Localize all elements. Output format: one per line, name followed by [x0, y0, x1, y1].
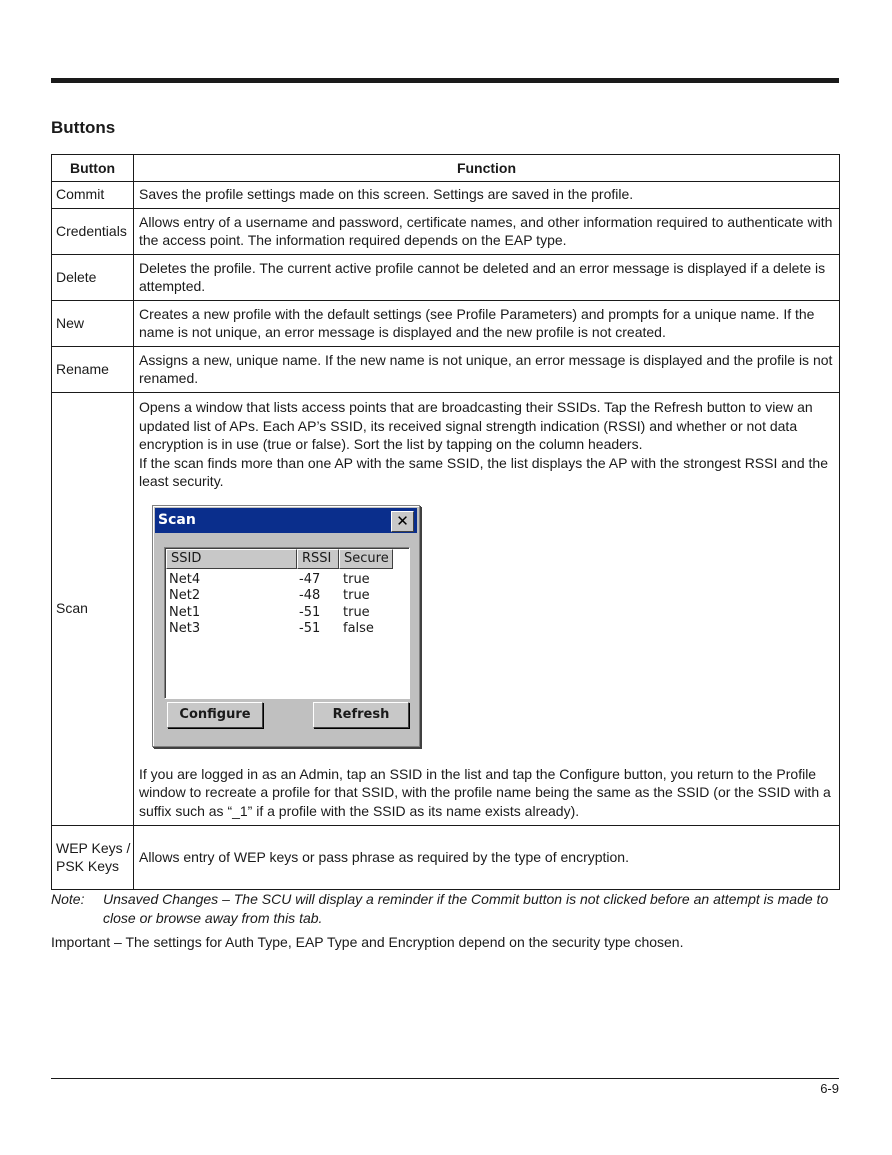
column-header-rssi[interactable]: RSSI — [297, 549, 339, 569]
note-text: Unsaved Changes – The SCU will display a reminder if the Commit button is not clicked before an attempt is made to — [103, 891, 829, 907]
button-name-cell: Delete — [52, 255, 134, 301]
scan-duplicate-note: If the scan finds more than one AP with the same SSID, the list displays the AP with the strongest RSSI and the least security. — [139, 454, 828, 489]
button-name-cell: Commit — [52, 182, 134, 209]
column-header-function: Function — [134, 155, 840, 182]
table-row — [52, 255, 840, 301]
table-row — [52, 347, 840, 393]
section-title: Buttons — [51, 118, 116, 137]
rssi-value: -51 — [299, 604, 321, 620]
button-name-cell: Scan — [52, 393, 134, 826]
ssid-list[interactable] — [164, 547, 410, 699]
note-label: Note: — [51, 891, 85, 907]
list-item[interactable] — [169, 572, 405, 589]
list-item[interactable] — [169, 621, 405, 638]
button-name-cell: New — [52, 301, 134, 347]
table-row — [52, 301, 840, 347]
buttons-table — [51, 154, 840, 890]
list-item[interactable] — [169, 605, 405, 622]
function-cell: Saves the profile settings made on this screen. Settings are saved in the profile. — [134, 182, 840, 209]
ssid-value: Net4 — [169, 571, 201, 587]
table-header-row — [52, 155, 840, 182]
ssid-value: Net1 — [169, 604, 201, 620]
dialog-title: Scan — [158, 511, 196, 528]
function-cell: Creates a new profile with the default settings (see Profile Parameters) and prompts for a unique name. If the name is not unique, an error message is displayed and the new profile is not created. — [134, 301, 840, 347]
function-cell: Deletes the profile. The current active profile cannot be deleted and an error message is displayed if a delete is attempted. — [134, 255, 840, 301]
button-name-cell: WEP Keys / PSK Keys — [52, 826, 134, 890]
note — [51, 890, 841, 928]
refresh-button[interactable]: Refresh — [313, 702, 409, 728]
ssid-value: Net2 — [169, 588, 201, 603]
function-cell: Allows entry of a username and password, certificate names, and other information required to authenticate with the access point. The information required depends on the EAP type. — [134, 209, 840, 255]
secure-value: true — [343, 571, 370, 587]
button-name-cell: Rename — [52, 347, 134, 393]
rssi-value: -51 — [299, 621, 321, 636]
table-row — [52, 393, 840, 826]
secure-value: false — [343, 621, 374, 636]
function-cell: Allows entry of WEP keys or pass phrase as required by the type of encryption. — [134, 826, 840, 890]
secure-value: true — [343, 588, 370, 603]
footer-rule — [51, 1078, 839, 1079]
column-header-button: Button — [52, 155, 134, 182]
list-rows — [169, 572, 405, 638]
close-icon[interactable]: ✕ — [391, 511, 414, 532]
scan-dialog-screenshot — [152, 505, 420, 747]
rssi-value: -47 — [299, 571, 321, 587]
header-rule — [51, 78, 839, 83]
note-text-continued: close or browse away from this tab. — [103, 910, 323, 926]
column-header-ssid[interactable]: SSID — [166, 549, 297, 569]
secure-value: true — [343, 604, 370, 620]
page-number: 6-9 — [820, 1081, 839, 1096]
function-cell: Assigns a new, unique name. If the new name is not unique, an error message is displayed and the profile is not renamed. — [134, 347, 840, 393]
scan-admin-note: If you are logged in as an Admin, tap an SSID in the list and tap the Configure button, you return to the Profile window to recreate a profile for that SSID, with the profile name being the same as the SSID (or the SSID with a suffix such as “_1” if a profile with the SSID as its name exists already). — [139, 765, 831, 819]
ssid-value: Net3 — [169, 621, 201, 636]
configure-button[interactable]: Configure — [167, 702, 263, 728]
table-row — [52, 826, 840, 890]
dialog-title-bar — [155, 508, 417, 533]
rssi-value: -48 — [299, 588, 321, 603]
button-name-cell: Credentials — [52, 209, 134, 255]
table-row — [52, 182, 840, 209]
column-header-secure[interactable]: Secure — [339, 549, 393, 569]
list-item[interactable] — [169, 588, 405, 605]
list-header — [166, 549, 393, 569]
scan-description: Opens a window that lists access points that are broadcasting their SSIDs. Tap the Refresh button to view an updated list of APs. Each AP’s SSID, its received signal strength indication (RSSI) and whether or not data encryption is in use (true or false). Sort the list by tapping on the column headers. — [139, 399, 813, 452]
table-row — [52, 209, 840, 255]
function-cell — [134, 393, 840, 826]
important-note: Important – The settings for Auth Type, EAP Type and Encryption depend on the security type chosen. — [51, 934, 684, 950]
